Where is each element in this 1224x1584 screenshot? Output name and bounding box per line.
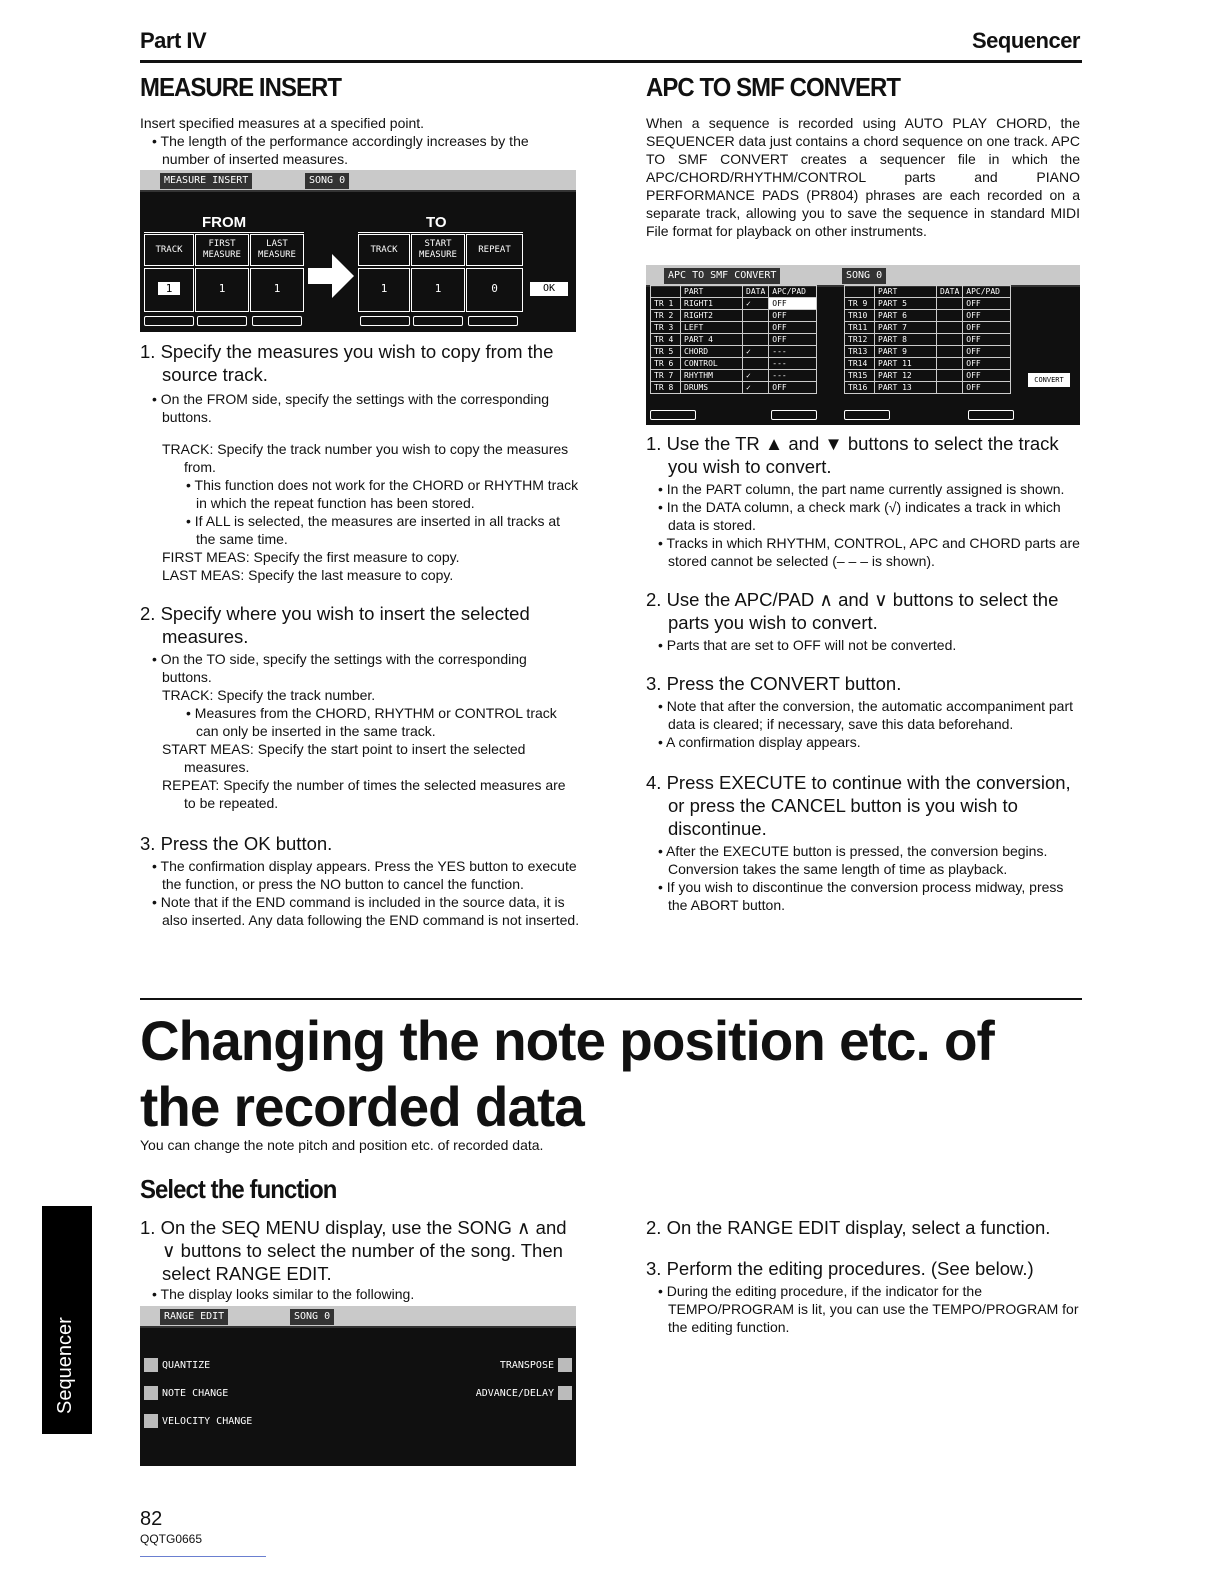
display-song: SONG 0 — [290, 1309, 334, 1325]
measure-insert-steps: 1. Specify the measures you wish to copy from the source track. • On the FROM side, specify the settings with the corresponding buttons. TRACK: Specify the track number you wish to copy the measures from. • This function does not work for the CHORD or RHYTHM track in which the repeat function has been stored. • If ALL is selected, the measures are inserted in all tracks at the same time. FIRST MEAS: Specify the first measure to copy. LAST MEAS: Specify the last measure to copy. 2. Specify where you wish to insert the selected measures. • On the TO side, specify the settings with the corresponding buttons. TRACK: Specify the track number. • Measures from the CHORD, RHYTHM or CONTROL track can only be inserted in the same track. START MEAS: Specify the start point to insert the selected measures. REPEAT: Specify the number of times the selected measures are to be repeated. 3. Press the OK button. • The confirmation display appears. Press the YES button to execute the function, or press the NO button to cancel the function. • Note that if the END command is included in the source data, it is also inserted. Any data following the END command is not inserted. — [140, 341, 580, 928]
part-name: PART 9 — [875, 346, 937, 358]
up-down-button[interactable] — [468, 316, 518, 326]
track-label: TR12 — [845, 334, 875, 346]
apc-pad-value[interactable]: OFF — [963, 382, 1011, 394]
note-change-icon — [144, 1386, 158, 1400]
data-check — [937, 322, 963, 334]
apc-track-row[interactable] — [845, 310, 1011, 322]
apc-pad-value[interactable]: OFF — [963, 298, 1011, 310]
header-section: Sequencer — [972, 28, 1080, 53]
data-check: ✓ — [743, 382, 769, 394]
from-label: FROM — [202, 214, 247, 231]
track-label: TR14 — [845, 358, 875, 370]
col-last-measure: LAST MEASURE — [250, 234, 304, 266]
apc-track-row[interactable] — [845, 382, 1011, 394]
apc-pad-value[interactable]: OFF — [769, 382, 817, 394]
apc-track-row[interactable] — [845, 322, 1011, 334]
data-check: ✓ — [743, 370, 769, 382]
note-change-button[interactable]: NOTE CHANGE — [144, 1386, 228, 1400]
data-check — [937, 382, 963, 394]
track-label: TR 3 — [651, 322, 681, 334]
col-start-measure: START MEASURE — [411, 234, 465, 266]
part-name: CHORD — [681, 346, 743, 358]
data-check — [937, 310, 963, 322]
display-song: SONG 0 — [305, 173, 349, 189]
apc-track-table-left: PART DATA APC/PAD TR 1 RIGHT1 ✓ OFF TR 2 RIGHT2 OFF TR 3 LEFT OFF TR 4 PART 4 OFF TR 5 CHORD ✓ --- TR 6 CONTROL --- TR 7 RHYTHM ✓ --- TR 8 DRUMS ✓ OFF — [650, 285, 817, 394]
apc-track-row[interactable] — [845, 298, 1011, 310]
part-name: PART 11 — [875, 358, 937, 370]
col-first-measure: FIRST MEASURE — [195, 234, 249, 266]
convert-button[interactable]: CONVERT — [1028, 373, 1070, 387]
select-function-title: Select the function — [140, 1174, 337, 1204]
tr-up-down-button[interactable] — [844, 410, 890, 420]
data-check — [743, 334, 769, 346]
range-edit-display — [140, 1306, 576, 1466]
apc-steps: 1. Use the TR ▲ and ▼ buttons to select the track you wish to convert. • In the PART column, the part name currently assigned is shown. • In the DATA column, a check mark (√) indicates a track in which data is stored. • Tracks in which RHYTHM, CONTROL, APC and CHORD parts are stored cannot be selected (– – – is shown). 2. Use the APC/PAD ∧ and ∨ buttons to select the parts you wish to convert. • Parts that are set to OFF will not be converted. 3. Press the CONVERT button. • Note that after the conversion, the automatic accompaniment part data is cleared; if necessary, save this data beforehand. • A confirmation display appears. 4. Press EXECUTE to continue with the conversion, or press the CANCEL button is you wish to discontinue. • After the EXECUTE button is pressed, the conversion begins. Conversion takes the same length of time as playback. • If you wish to discontinue the conversion process midway, press the ABORT button. — [646, 433, 1080, 913]
apc-track-row[interactable] — [651, 346, 817, 358]
up-down-button[interactable] — [197, 316, 247, 326]
apc-display — [646, 265, 1080, 425]
data-check — [937, 334, 963, 346]
apc-pad-value[interactable]: OFF — [963, 334, 1011, 346]
part-name: RIGHT2 — [681, 310, 743, 322]
tr-up-down-button[interactable] — [650, 410, 696, 420]
changing-title: Changing the note position etc. of the recorded data — [140, 1009, 994, 1138]
apc-track-row[interactable] — [651, 298, 817, 310]
track-label: TR 7 — [651, 370, 681, 382]
value-track[interactable]: 1 — [144, 268, 194, 312]
part-name: RIGHT1 — [681, 298, 743, 310]
ok-button[interactable]: OK — [530, 282, 568, 296]
data-check: ✓ — [743, 298, 769, 310]
apc-track-row[interactable] — [845, 370, 1011, 382]
value-repeat[interactable]: 0 — [466, 268, 523, 312]
page-number: 82 — [140, 1508, 163, 1530]
value-last-measure[interactable]: 1 — [250, 268, 304, 312]
apc-pad-value[interactable]: OFF — [963, 358, 1011, 370]
header-part: Part IV — [140, 28, 207, 53]
measure-insert-title: MEASURE INSERT — [140, 72, 342, 102]
col-track: TRACK — [144, 234, 194, 266]
apc-pad-value[interactable]: --- — [769, 370, 817, 382]
part-name: CONTROL — [681, 358, 743, 370]
part-name: PART 5 — [875, 298, 937, 310]
track-label: TR 9 — [845, 298, 875, 310]
apc-track-row[interactable] — [845, 346, 1011, 358]
part-name: LEFT — [681, 322, 743, 334]
apc-pad-value[interactable]: OFF — [769, 334, 817, 346]
data-check — [937, 346, 963, 358]
apc-track-row[interactable] — [651, 310, 817, 322]
velocity-change-icon — [144, 1414, 158, 1428]
up-down-button[interactable] — [360, 316, 410, 326]
value-first-measure[interactable]: 1 — [195, 268, 249, 312]
data-check — [743, 322, 769, 334]
advance-delay-button[interactable]: ADVANCE/DELAY — [476, 1386, 572, 1400]
part-name: PART 4 — [681, 334, 743, 346]
part-name: PART 6 — [875, 310, 937, 322]
apc-track-row[interactable] — [845, 358, 1011, 370]
track-label: TR11 — [845, 322, 875, 334]
changing-intro: You can change the note pitch and position etc. of recorded data. — [140, 1137, 544, 1153]
data-check — [937, 358, 963, 370]
apc-pad-up-down-button[interactable] — [968, 410, 1014, 420]
value-start-measure[interactable]: 1 — [411, 268, 465, 312]
apc-title: APC TO SMF CONVERT — [646, 72, 901, 102]
part-name: PART 8 — [875, 334, 937, 346]
arrow-right-icon — [308, 252, 354, 300]
apc-pad-value[interactable]: OFF — [963, 346, 1011, 358]
part-name: PART 7 — [875, 322, 937, 334]
col-to-track: TRACK — [358, 234, 410, 266]
part-name: PART 13 — [875, 382, 937, 394]
data-check — [937, 298, 963, 310]
value-to-track[interactable]: 1 — [358, 268, 410, 312]
apc-intro: When a sequence is recorded using AUTO PLAY CHORD, the SEQUENCER data just contains a chord sequence on one track. APC TO SMF CONVERT creates a sequencer file in which the APC/CHORD/RHYTHM/CONTROL parts and PIANO PERFORMANCE PADS (PR804) phrases are each recorded on a separate track, allowing you to save the sequence in standard MIDI File format for playback on other instruments. — [646, 115, 1080, 239]
track-label: TR16 — [845, 382, 875, 394]
to-label: TO — [426, 214, 447, 231]
apc-track-table-right: PART DATA APC/PAD TR 9 PART 5 OFF TR10 PART 6 OFF TR11 PART 7 OFF TR12 PART 8 OFF TR13 PART 9 OFF TR14 PART 11 OFF TR15 PART 12 OFF TR16 PART 13 OFF — [844, 285, 1011, 394]
apc-pad-up-down-button[interactable] — [771, 410, 817, 420]
track-label: TR15 — [845, 370, 875, 382]
apc-pad-value[interactable]: OFF — [963, 322, 1011, 334]
apc-track-row[interactable] — [651, 334, 817, 346]
track-label: TR 1 — [651, 298, 681, 310]
data-check — [743, 358, 769, 370]
apc-track-row[interactable] — [651, 322, 817, 334]
quantize-icon — [144, 1358, 158, 1372]
side-tab-sequencer: Sequencer — [42, 1206, 92, 1434]
transpose-icon — [558, 1358, 572, 1372]
footer-rule — [140, 1556, 266, 1557]
up-down-button[interactable] — [144, 316, 194, 326]
data-check — [743, 310, 769, 322]
track-label: TR 4 — [651, 334, 681, 346]
section-divider — [140, 998, 1082, 1000]
apc-track-row[interactable] — [845, 334, 1011, 346]
apc-pad-value[interactable]: OFF — [963, 310, 1011, 322]
display-title: MEASURE INSERT — [160, 173, 252, 189]
apc-pad-value[interactable]: OFF — [769, 298, 817, 310]
up-down-button[interactable] — [252, 316, 302, 326]
velocity-change-button[interactable]: VELOCITY CHANGE — [144, 1414, 252, 1428]
transpose-button[interactable]: TRANSPOSE — [500, 1358, 572, 1372]
track-label: TR 5 — [651, 346, 681, 358]
part-name: DRUMS — [681, 382, 743, 394]
part-name: RHYTHM — [681, 370, 743, 382]
track-label: TR13 — [845, 346, 875, 358]
track-label: TR 2 — [651, 310, 681, 322]
changing-step1: 1. On the SEQ MENU display, use the SONG ∧ and ∨ buttons to select the number of the song. Then select RANGE EDIT. • The display looks similar to the following. — [140, 1217, 567, 1302]
header-rule — [140, 60, 1082, 63]
apc-pad-value[interactable]: --- — [769, 346, 817, 358]
advance-delay-icon — [558, 1386, 572, 1400]
col-repeat: REPEAT — [466, 234, 523, 266]
changing-steps-right: 2. On the RANGE EDIT display, select a function. 3. Perform the editing procedures. (See below.) • During the editing procedure, if the indicator for the TEMPO/PROGRAM is lit, you can use the TEMPO/PROGRAM for the editing function. — [646, 1217, 1079, 1335]
data-check: ✓ — [743, 346, 769, 358]
apc-pad-value[interactable]: OFF — [769, 310, 817, 322]
apc-track-row[interactable] — [651, 370, 817, 382]
apc-track-row[interactable] — [651, 358, 817, 370]
track-label: TR 6 — [651, 358, 681, 370]
display-title: RANGE EDIT — [160, 1309, 228, 1325]
apc-track-row[interactable] — [651, 382, 817, 394]
track-label: TR 8 — [651, 382, 681, 394]
measure-insert-display — [140, 170, 576, 332]
display-title: APC TO SMF CONVERT — [664, 268, 780, 284]
apc-pad-value[interactable]: --- — [769, 358, 817, 370]
measure-insert-intro: Insert specified measures at a specified point. • The length of the performance accordingly increases by the number of inserted measures. — [140, 115, 529, 167]
apc-pad-value[interactable]: OFF — [769, 322, 817, 334]
apc-pad-value[interactable]: OFF — [963, 370, 1011, 382]
part-name: PART 12 — [875, 370, 937, 382]
display-song: SONG 0 — [842, 268, 886, 284]
quantize-button[interactable]: QUANTIZE — [144, 1358, 210, 1372]
up-down-button[interactable] — [413, 316, 463, 326]
document-code: QQTG0665 — [140, 1532, 203, 1546]
data-check — [937, 370, 963, 382]
track-label: TR10 — [845, 310, 875, 322]
